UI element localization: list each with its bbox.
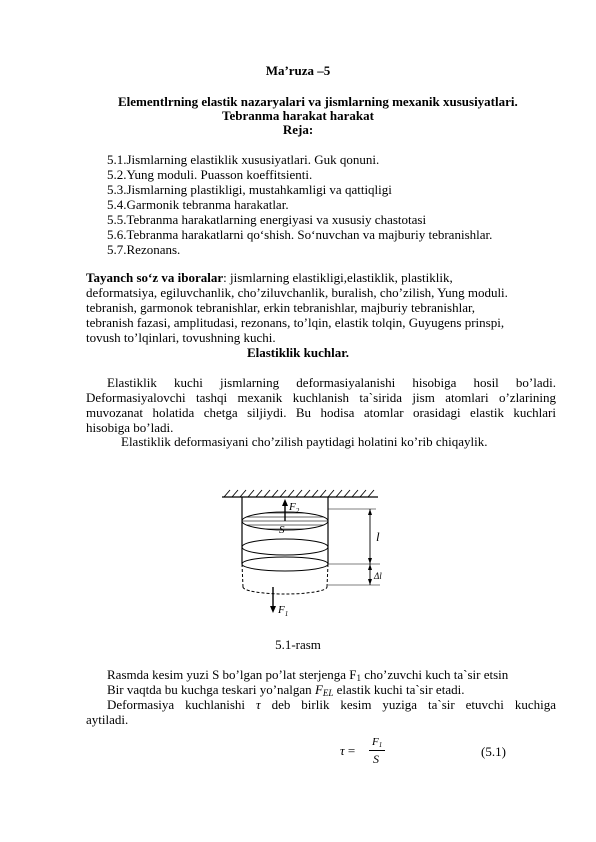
plan-heading: Reja:: [282, 122, 314, 137]
plan-item: 5.7.Rezonans.: [107, 242, 181, 257]
plan-item: 5.4.Garmonik tebranma harakatlar.: [107, 197, 289, 212]
para3-text-end: cho’zuvchi kuch ta`sir etsin: [360, 667, 509, 682]
para4-sub: EL: [322, 688, 334, 698]
formula-numerator: [372, 735, 382, 750]
paragraph-line: [107, 697, 556, 712]
keywords-line: [86, 270, 453, 285]
para4-text-end: elastik kuchi ta`sir etadi.: [333, 682, 465, 697]
label-f1: [277, 604, 288, 618]
para4-symbol: F: [314, 682, 323, 697]
keywords-line: tebranish, garmonok tebranishlar, erkin tebranishlar, majburiy tebranishlar,: [86, 300, 476, 315]
plan-item: 5.6.Tebranma harakatlarni qo‘shish. So‘nuvchan va majburiy tebranishlar.: [107, 227, 493, 242]
label-s: S: [279, 524, 285, 536]
paragraph-line: [107, 682, 464, 697]
label-f2-sub: 2: [295, 507, 300, 515]
plan-item: 5.2.Yung moduli. Puasson koeffitsienti.: [107, 167, 313, 182]
keywords-line: tovush to’lqinlari, tovushning kuchi.: [86, 330, 276, 345]
para5-text: Deformasiya kuchlanishi: [107, 697, 256, 712]
label-f2: [288, 501, 300, 515]
paragraph-line: Deformasiyalovchi tashqi mexanik kuchlanish ta`sirida jism atomlari o’zlarining: [86, 390, 556, 405]
rod-stretching-figure: [210, 487, 410, 622]
plan-item: 5.3.Jismlarning plastikligi, mustahkamligi va qattiqligi: [107, 182, 392, 197]
keywords-text: : jismlarning elastikligi,elastiklik, plastiklik,: [223, 270, 453, 285]
paragraph-line: Elastiklik kuchi jismlarning deformasiyalanishi hisobiga hosil bo’ladi.: [107, 375, 556, 390]
formula-tau: τ: [340, 743, 345, 758]
label-f1-letter: F: [278, 604, 285, 616]
formula-denominator: S: [373, 752, 379, 766]
fraction-bar: [369, 750, 385, 751]
paragraph-line: Elastiklik deformasiyani cho’zilish paytidagi holatini ko’rib chiqaylik.: [121, 434, 488, 449]
label-delta-length: Δl: [374, 571, 382, 581]
keywords-line: deformatsiya, egiluvchanlik, cho’ziluvchanlik, buralish, cho’zilish, Yung moduli.: [86, 285, 508, 300]
formula-eq: =: [347, 743, 356, 758]
para3-sub: 1: [356, 673, 361, 683]
main-title-line2: Tebranma harakat harakat: [222, 108, 374, 123]
formula-num: F: [372, 736, 379, 748]
label-f1-sub: 1: [284, 610, 289, 618]
formula-num-sub: 1: [378, 741, 383, 749]
figure-caption: 5.1-rasm: [275, 637, 321, 652]
formula-lhs: [340, 743, 355, 758]
main-title-line1: Elementlrning elastik nazaryalari va jismlarning mexanik xususiyatlari.: [118, 94, 518, 109]
formula-number: (5.1): [481, 744, 506, 759]
label-length: l: [376, 529, 380, 544]
para4-text: Bir vaqtda bu kuchga teskari yo’nalgan: [107, 682, 315, 697]
paragraph-line: muvozanat holatida chetga siljiydi. Bu hodisa atomlar orasidagi elastik kuchlari: [86, 405, 556, 420]
para5-text-end: deb birlik kesim yuziga ta`sir etuvchi kuchiga: [271, 697, 557, 712]
label-f2-letter: F: [289, 501, 296, 513]
section-heading: Elastiklik kuchlar.: [246, 345, 350, 360]
paragraph-line: aytiladi.: [86, 712, 129, 727]
keywords-line: tebranish fazasi, amplitudasi, rezonans, to’lqin, elastik tolqin, Guyugens prinspi,: [86, 315, 505, 330]
para5-tau: τ: [255, 697, 261, 712]
para3-text: Rasmda kesim yuzi S bo’lgan po’lat sterjenga F: [107, 667, 357, 682]
plan-item: 5.1.Jismlarning elastiklik xususiyatlari. Guk qonuni.: [107, 152, 380, 167]
lecture-title: Ma’ruza –5: [265, 63, 331, 78]
keywords-label: Tayanch so‘z va iboralar: [86, 270, 224, 285]
paragraph-line: hisobiga bo’ladi.: [86, 420, 174, 435]
paragraph-line: [107, 667, 508, 682]
plan-item: 5.5.Tebranma harakatlarning energiyasi va xususiy chastotasi: [107, 212, 427, 227]
